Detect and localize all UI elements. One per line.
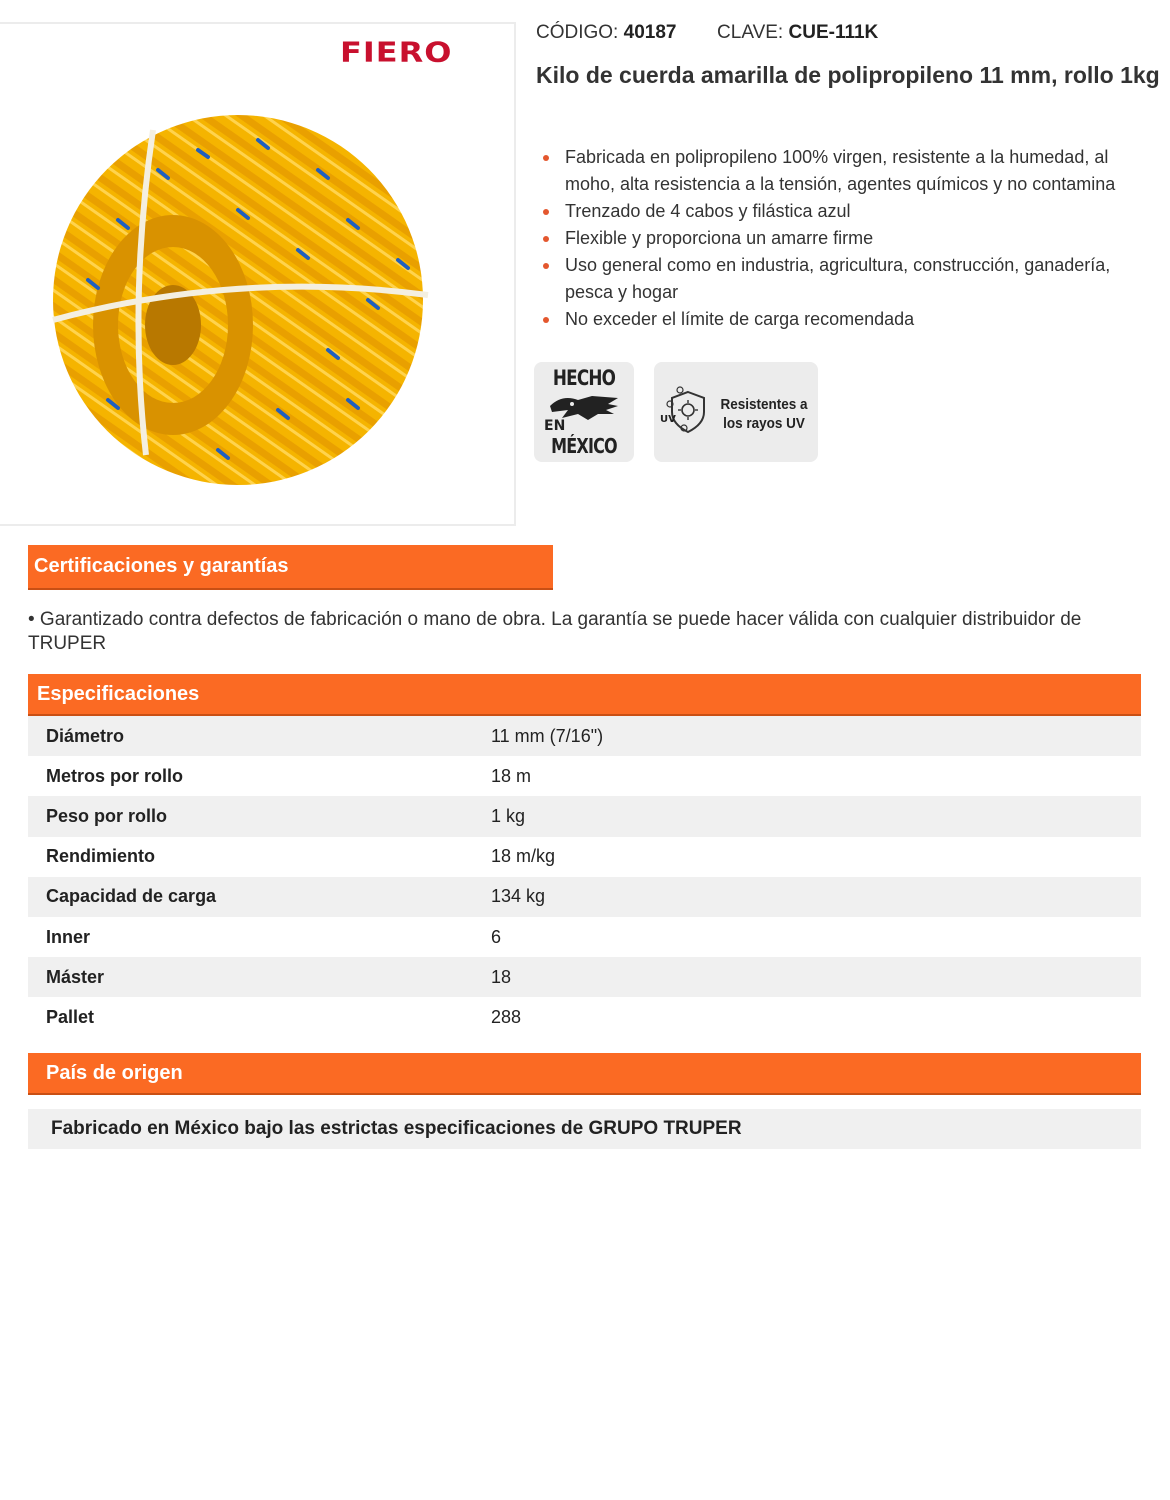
feature-item: Flexible y proporciona un amarre firme — [536, 225, 1161, 252]
spec-label: Pallet — [46, 1006, 95, 1027]
spec-label: Rendimiento — [46, 846, 156, 867]
spec-label: Capacidad de carga — [28, 877, 491, 917]
spec-value: 18 — [491, 957, 1141, 997]
spec-value: 18 m/kg — [491, 846, 556, 867]
uv-resistant-badge — [654, 362, 818, 462]
warranty-text: • Garantizado contra defectos de fabricación o mano de obra. La garantía se puede hacer válida con cualquier distribuidor de TRUPER — [28, 609, 1082, 654]
product-title: Kilo de cuerda amarilla de polipropileno 11 mm, rollo 1kg — [536, 62, 1160, 88]
feature-item: Fabricada en polipropileno 100% virgen, resistente a la humedad, al moho, alta resistencia a la tensión, agentes químicos y no contamina — [536, 144, 1161, 198]
badge-mx-bottom: MÉXICO — [551, 434, 617, 458]
feature-item: Trenzado de 4 cabos y filástica azul — [536, 198, 1161, 225]
feature-list — [536, 144, 1161, 333]
spec-value: 11 mm (7/16") — [491, 716, 1141, 756]
spec-label: Diámetro — [28, 716, 491, 756]
origin-text: Fabricado en México bajo las estrictas especificaciones de GRUPO TRUPER — [28, 1109, 1141, 1149]
pais-origen-header: País de origen — [28, 1053, 1141, 1095]
codigo-label: CÓDIGO: — [536, 22, 619, 43]
sun-shield-icon — [660, 386, 710, 436]
badge-mx-top: HECHO — [552, 366, 616, 390]
uv-line-2: los rayos UV — [723, 415, 805, 432]
clave-value: CUE-111K — [788, 22, 879, 43]
uv-line-1: Resistentes a — [720, 396, 808, 413]
spec-label: Metros por rollo — [46, 765, 184, 786]
table-row — [28, 877, 1141, 917]
yellow-rope-coil-icon — [48, 110, 438, 490]
spec-table — [28, 716, 1141, 1038]
spec-value: 288 — [491, 1006, 522, 1027]
codigo-value: 40187 — [623, 22, 677, 43]
hecho-en-mexico-badge — [534, 362, 634, 462]
spec-value: 6 — [491, 926, 502, 947]
table-row — [28, 796, 1141, 836]
spec-value: 1 kg — [491, 796, 1141, 836]
uv-label: UV — [660, 414, 676, 425]
clave-label: CLAVE: — [717, 22, 784, 43]
spec-label: Máster — [28, 957, 491, 997]
table-row — [28, 716, 1141, 756]
product-code-line — [536, 22, 878, 44]
certificaciones-header: Certificaciones y garantías — [28, 545, 553, 590]
table-row — [28, 957, 1141, 997]
table-row — [28, 837, 1141, 877]
uv-badge-text — [717, 395, 811, 433]
badge-mx-mid: EN — [544, 418, 566, 434]
spec-value: 134 kg — [491, 877, 1141, 917]
spec-value: 18 m — [491, 765, 532, 786]
spec-label: Peso por rollo — [28, 796, 491, 836]
spec-label: Inner — [46, 926, 91, 947]
feature-item: Uso general como en industria, agricultura, construcción, ganadería, pesca y hogar — [536, 252, 1161, 306]
table-row — [28, 917, 1141, 957]
table-row — [28, 997, 1141, 1037]
especificaciones-header: Especificaciones — [28, 674, 1141, 716]
feature-item: No exceder el límite de carga recomendada — [536, 306, 1161, 333]
table-row — [28, 756, 1141, 796]
brand-logo: FIERO — [340, 36, 453, 69]
